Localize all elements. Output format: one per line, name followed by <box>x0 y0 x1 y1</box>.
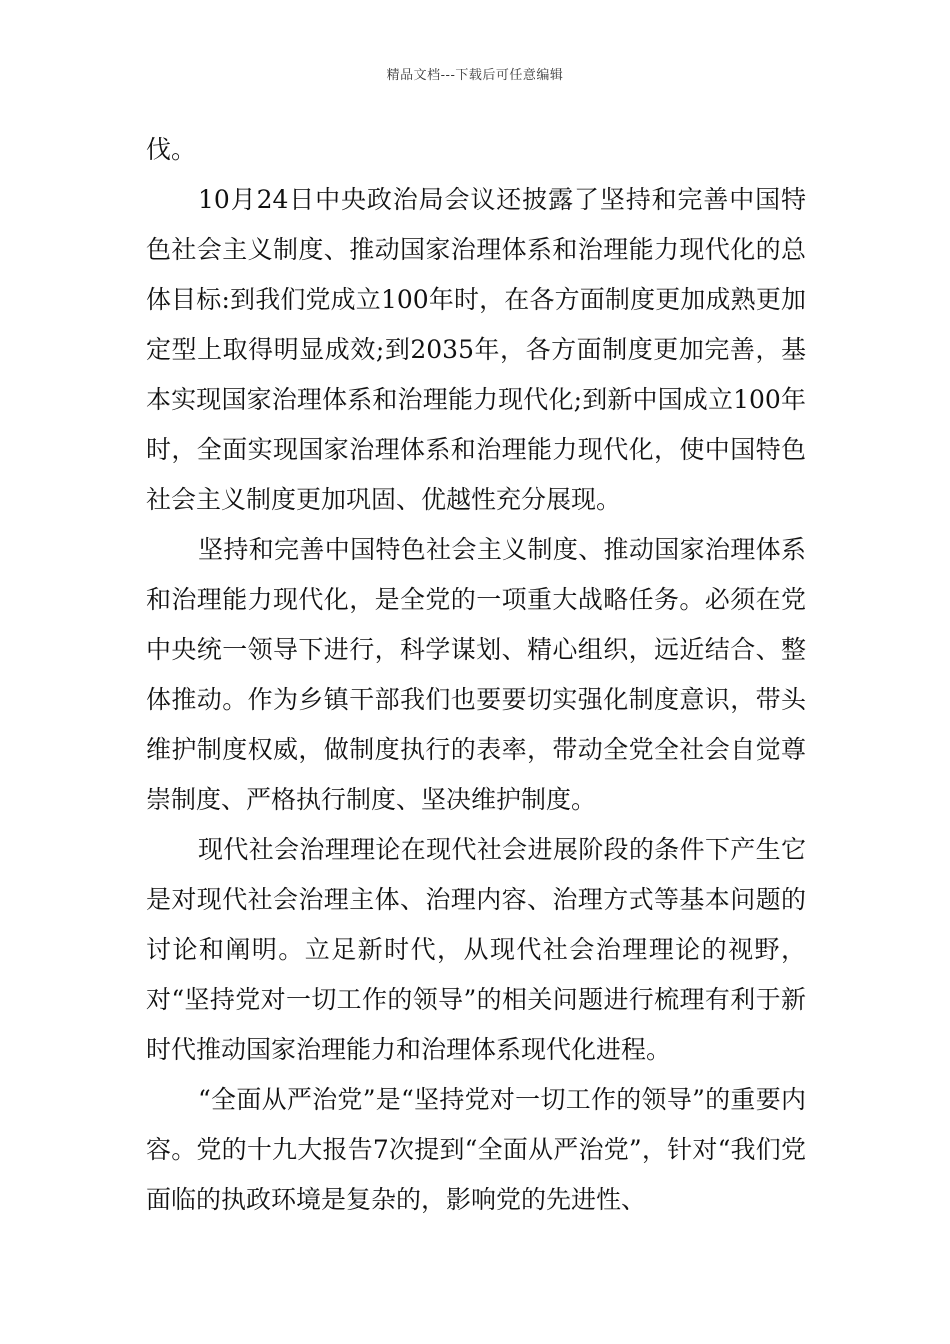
paragraph: 10月24日中央政治局会议还披露了坚持和完善中国特色社会主义制度、推动国家治理体系和治理能力现代化的总体目标:到我们党成立100年时，在各方面制度更加成熟更加定型上取得明显成效;到2035年，各方面制度更加完善，基本实现国家治理体系和治理能力现代化;到新中国成立100年时，全面实现国家治理体系和治理能力现代化，使中国特色社会主义制度更加巩固、优越性充分展现。 <box>146 185 806 514</box>
paragraph: 现代社会治理理论在现代社会进展阶段的条件下产生它是对现代社会治理主体、治理内容、治理方式等基本问题的讨论和阐明。立足新时代，从现代社会治理理论的视野，对“坚持党对一切工作的领导”的相关问题进行梳理有利于新时代推动国家治理能力和治理体系现代化进程。 <box>146 835 806 1064</box>
paragraph-continuation: 伐。 <box>146 135 197 164</box>
document-body <box>146 125 806 1225</box>
paragraph: 坚持和完善中国特色社会主义制度、推动国家治理体系和治理能力现代化，是全党的一项重大战略任务。必须在党中央统一领导下进行，科学谋划、精心组织，远近结合、整体推动。作为乡镇干部我们也要要切实强化制度意识，带头维护制度权威，做制度执行的表率，带动全党全社会自觉尊崇制度、严格执行制度、坚决维护制度。 <box>146 535 806 814</box>
paragraph: “全面从严治党”是“坚持党对一切工作的领导”的重要内容。党的十九大报告7次提到“全面从严治党”，针对“我们党面临的执政环境是复杂的，影响党的先进性、 <box>146 1085 806 1214</box>
page-header: 精品文档---下载后可任意编辑 <box>386 68 564 83</box>
